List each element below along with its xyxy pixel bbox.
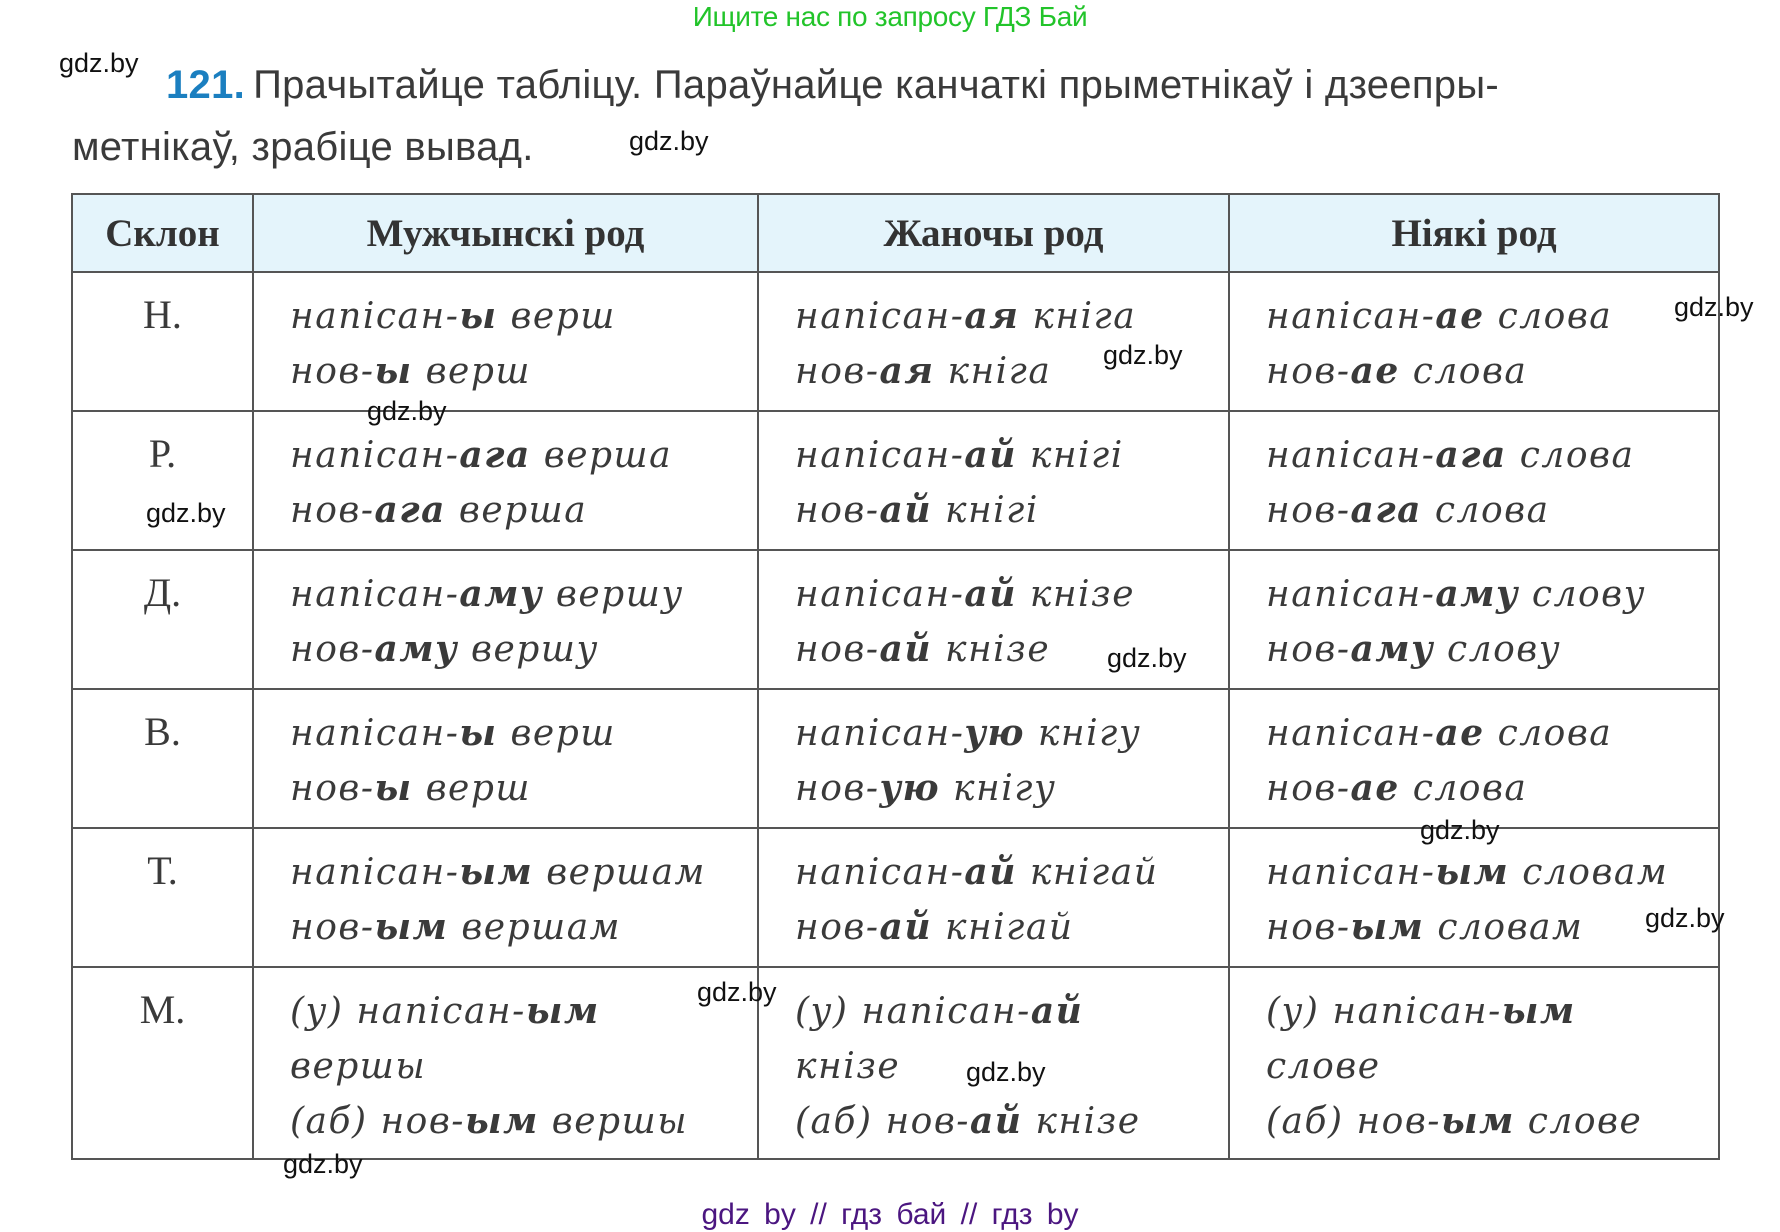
watermark: gdz.by [1645,903,1725,933]
stem: нов- [795,490,880,531]
word-form [290,984,757,1039]
ending: ы [459,295,498,337]
forms-masc [253,828,758,967]
ending: ай [879,489,933,531]
ending: ага [1350,489,1422,531]
word-form [1266,428,1718,483]
header-neuter: Ніякі род [1229,194,1719,272]
table-row [72,828,1719,967]
word-form [290,706,757,761]
word-form [1266,622,1718,677]
search-hint: Ищите нас по запросу ГДЗ Бай [692,1,1088,32]
ending: ай [879,628,933,670]
table-header-row [72,194,1719,272]
forms-masc [253,411,758,550]
ending: ым [374,906,449,948]
stem: напісан- [290,296,460,337]
word-form [1266,984,1718,1039]
noun: кнізе [795,1046,901,1087]
word-form [795,845,1228,900]
word-form [795,1094,1228,1149]
forms-masc [253,967,758,1159]
stem: напісан- [290,574,460,615]
case-label: Н. [72,272,253,411]
stem: напісан- [1266,713,1436,754]
case-label: Д. [72,550,253,689]
case-label: Т. [72,828,253,967]
stem: нов- [290,490,375,531]
stem: нов- [1266,351,1351,392]
stem: нов- [380,1101,465,1142]
forms-masc [253,272,758,411]
noun: верш [497,713,616,754]
watermark: gdz.by [1107,643,1187,673]
noun: верш [412,351,532,392]
stem: напісан- [356,991,526,1032]
forms-neut [1229,828,1719,967]
noun: кнігі [1016,435,1124,476]
ending: ы [374,350,413,392]
ending: ы [459,712,498,754]
word-form [795,428,1228,483]
table-row [72,967,1719,1159]
watermark: gdz.by [1420,815,1500,845]
ending: ай [969,1100,1023,1142]
noun: верш [412,768,532,809]
word-form [795,761,1228,816]
word-form [290,622,757,677]
noun: словам [1509,852,1669,893]
word-form [1266,567,1718,622]
ending: аму [1350,628,1435,670]
noun: кнігай [1016,852,1159,893]
declension-table [71,193,1720,1160]
preposition: (у) [290,991,357,1032]
case-label: В. [72,689,253,828]
stem: нов- [290,907,375,948]
table-row [72,689,1719,828]
noun: кніга [1019,296,1137,337]
word-form [1266,1094,1718,1149]
word-form [290,761,757,816]
word-form [1266,1039,1718,1094]
noun: кнізе [1022,1101,1141,1142]
ending: аму [1435,573,1519,615]
stem: напісан- [290,435,460,476]
ending: аму [459,573,543,615]
watermark: gdz.by [367,396,447,426]
ending: ага [1435,434,1507,476]
noun: слове [1266,1046,1381,1087]
noun: вершы [538,1101,689,1142]
noun: вершам [533,852,706,893]
stem: нов- [290,629,375,670]
case-label: Р. [72,411,253,550]
ending: ай [964,851,1017,893]
noun: слова [1506,435,1635,476]
ending: ым [1350,906,1425,948]
watermark: gdz.by [629,126,709,156]
stem: напісан- [290,713,460,754]
watermark: gdz.by [1674,292,1754,322]
noun: кнігі [932,490,1039,531]
stem: нов- [1266,768,1351,809]
word-form [1266,845,1718,900]
preposition: (аб) [795,1101,886,1142]
task-line-1 [72,54,1722,116]
stem: нов- [1356,1101,1441,1142]
forms-neut [1229,411,1719,550]
noun: слову [1518,574,1647,615]
forms-masc [253,550,758,689]
noun: верш [497,296,616,337]
word-form [795,900,1228,955]
footer-links: gdz by // гдз бай // гдз by [701,1198,1079,1231]
word-form [1266,344,1718,399]
noun: слове [1514,1101,1643,1142]
noun: вершы [290,1046,427,1087]
word-form [290,344,757,399]
noun: вершу [458,629,599,670]
watermark: gdz.by [146,498,226,528]
noun: кніга [934,351,1052,392]
stem: нов- [290,768,375,809]
word-form [795,483,1228,538]
noun: слова [1399,768,1528,809]
ending: ае [1435,712,1485,754]
ending: ым [464,1100,539,1142]
word-form [795,567,1228,622]
noun: вершам [448,907,622,948]
noun: слова [1484,713,1613,754]
stem: нов- [795,629,880,670]
word-form [795,984,1228,1039]
noun: слова [1399,351,1528,392]
noun: кнігу [1024,713,1142,754]
word-form [290,1039,757,1094]
stem: нов- [795,907,880,948]
noun: кнізе [932,629,1051,670]
table-row [72,550,1719,689]
ending: ым [525,990,600,1032]
watermark: gdz.by [1103,340,1183,370]
word-form [290,900,757,955]
word-form [290,567,757,622]
forms-neut [1229,272,1719,411]
forms-fem [758,828,1229,967]
forms-fem [758,411,1229,550]
task-line-2: метнікаў, зрабіце вывад. [72,125,534,169]
task-text-1: Прачытайце табліцу. Параўнайце канчаткі прыметнікаў і дзеепры- [253,63,1500,107]
preposition: (аб) [290,1101,381,1142]
stem: напісан- [795,435,965,476]
noun: вершу [542,574,684,615]
ending: ы [374,767,413,809]
stem: напісан- [1332,991,1502,1032]
watermark: gdz.by [59,48,139,78]
stem: напісан- [1266,296,1436,337]
ending: ага [374,489,446,531]
ending: ую [879,767,941,809]
word-form [1266,706,1718,761]
noun: слова [1484,296,1613,337]
stem: нов- [1266,490,1351,531]
ending: ай [964,434,1017,476]
noun: кнізе [1016,574,1135,615]
ending: ую [964,712,1025,754]
stem: нов- [1266,629,1351,670]
ending: ым [1501,990,1576,1032]
stem: напісан- [795,713,965,754]
stem: напісан- [795,852,965,893]
ending: ае [1350,350,1400,392]
word-form [795,289,1228,344]
noun: слова [1421,490,1550,531]
word-form [290,845,757,900]
ending: ае [1350,767,1400,809]
word-form [795,706,1228,761]
noun: кнігай [932,907,1074,948]
forms-neut [1229,550,1719,689]
ending: ай [964,573,1017,615]
stem: напісан- [861,991,1031,1032]
header-feminine: Жаночы род [758,194,1229,272]
stem: напісан- [1266,852,1436,893]
ending: ага [459,434,531,476]
task-statement [72,54,1722,178]
word-form [1266,483,1718,538]
forms-fem [758,689,1229,828]
ending: ым [1435,851,1510,893]
watermark: gdz.by [966,1057,1046,1087]
stem: нов- [1266,907,1351,948]
preposition: (у) [795,991,862,1032]
stem: нов- [795,351,880,392]
stem: напісан- [795,296,965,337]
ending: ая [879,350,935,392]
noun: верша [530,435,673,476]
stem: напісан- [290,852,460,893]
ending: аму [374,628,459,670]
word-form [290,289,757,344]
header-masculine: Мужчынскі род [253,194,758,272]
stem: нов- [795,768,880,809]
ending: ая [964,295,1020,337]
table-row [72,411,1719,550]
preposition: (аб) [1266,1101,1357,1142]
noun: верша [445,490,588,531]
word-form [290,1094,757,1149]
forms-masc [253,689,758,828]
word-form [1266,289,1718,344]
noun: словам [1424,907,1584,948]
ending: ым [459,851,534,893]
task-number: 121. [166,63,246,107]
stem: напісан- [1266,574,1436,615]
stem: нов- [885,1101,970,1142]
table-row [72,272,1719,411]
word-form [290,428,757,483]
preposition: (у) [1266,991,1333,1032]
ending: ым [1440,1100,1515,1142]
noun: слову [1434,629,1562,670]
stem: нов- [290,351,375,392]
ending: ай [879,906,933,948]
ending: ай [1030,990,1084,1032]
forms-neut [1229,967,1719,1159]
case-label: М. [72,967,253,1159]
word-form [290,483,757,538]
watermark: gdz.by [697,977,777,1007]
watermark: gdz.by [283,1149,363,1179]
stem: напісан- [795,574,965,615]
stem: напісан- [1266,435,1436,476]
header-case: Склон [72,194,253,272]
forms-neut [1229,689,1719,828]
noun: кнігу [940,768,1057,809]
word-form [1266,761,1718,816]
ending: ае [1435,295,1485,337]
